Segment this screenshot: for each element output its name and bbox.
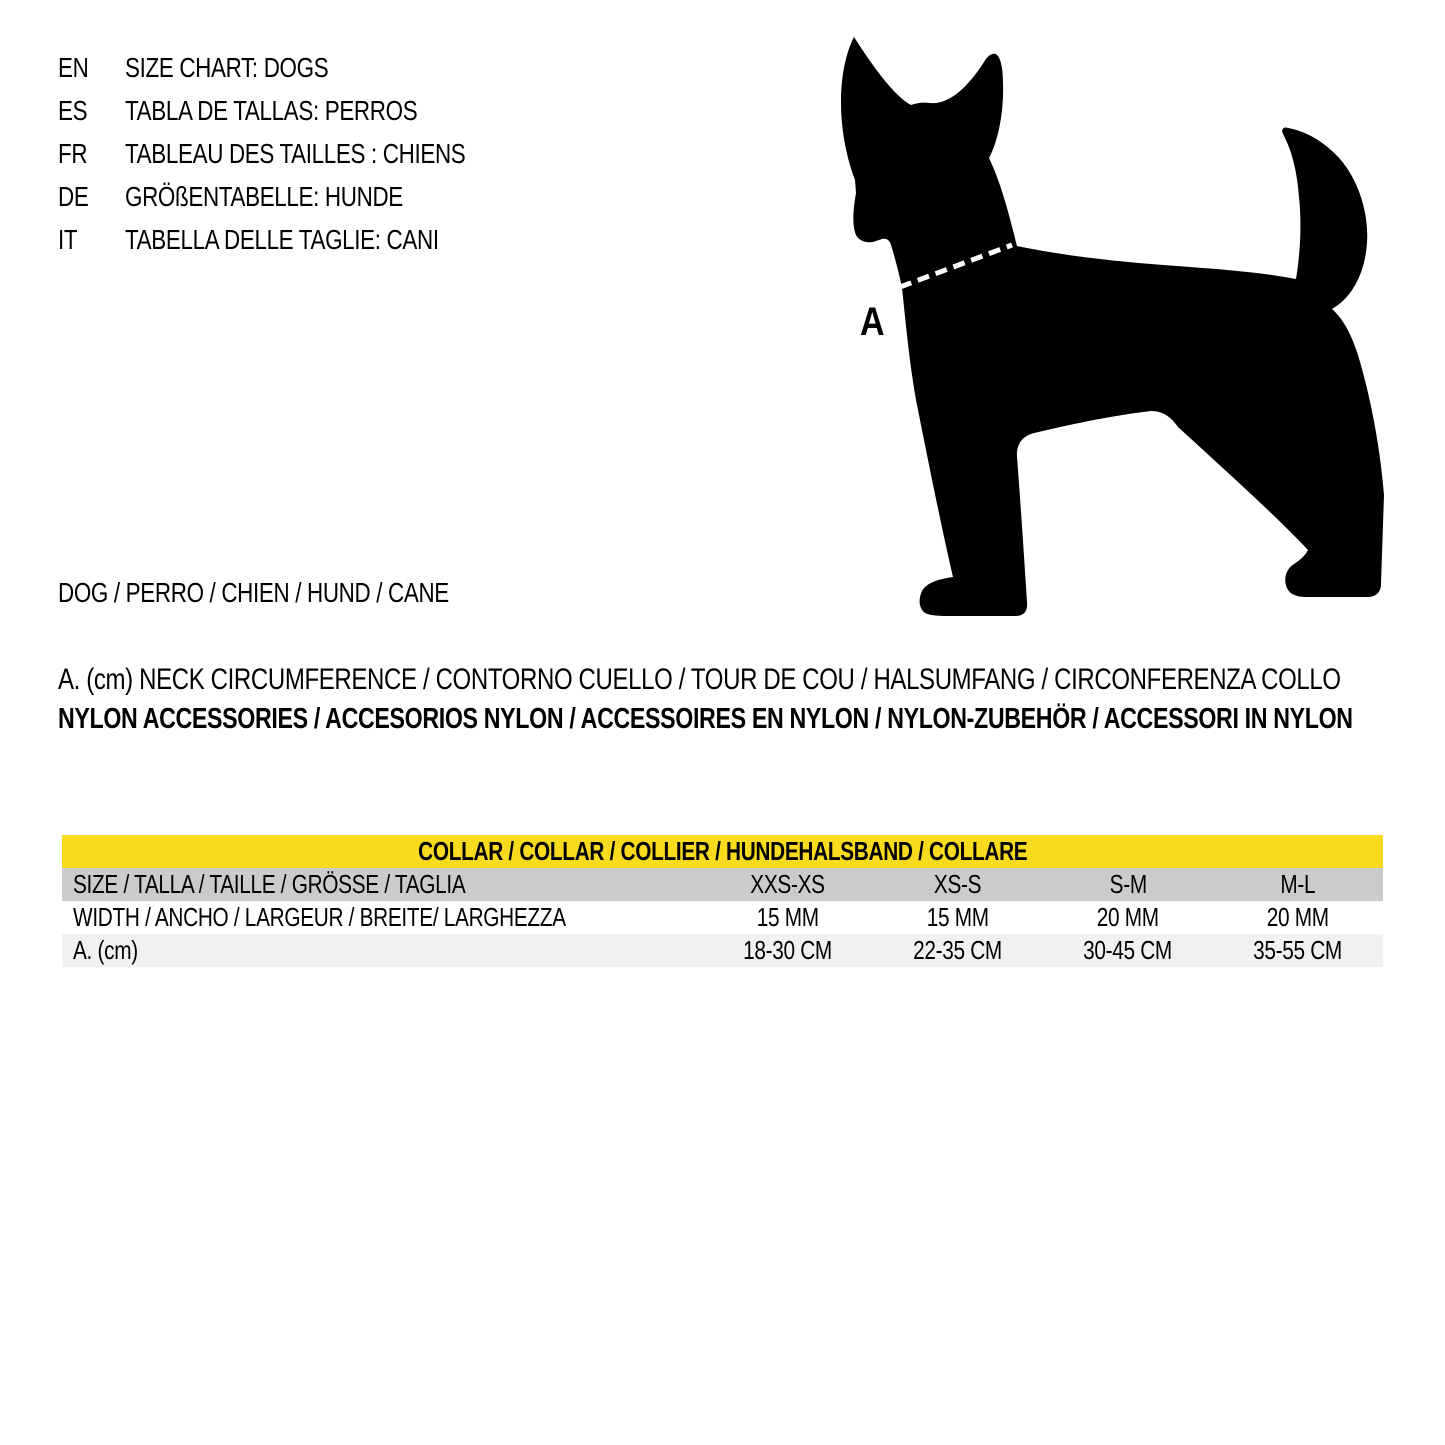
size-value-xs-s: XS-S — [934, 869, 982, 899]
row-header-neck: A. (cm) — [73, 935, 138, 965]
language-code: ES — [58, 94, 88, 126]
table-title-text: COLLAR / COLLAR / COLLIER / HUNDEHALSBAND / COLLARE — [417, 836, 1028, 866]
size-value-m-l: M-L — [1280, 869, 1316, 899]
animal-caption — [58, 577, 547, 608]
size-value-s-m: S-M — [1109, 869, 1147, 899]
measure-point-label: A — [860, 298, 885, 344]
language-code: IT — [58, 223, 78, 255]
language-row-de — [58, 175, 551, 218]
language-row-en — [58, 46, 551, 89]
row-header-size: SIZE / TALLA / TAILLE / GRÖSSE / TAGLIA — [73, 869, 466, 899]
measurement-legend — [58, 664, 1445, 695]
collar-size-table — [62, 835, 1383, 967]
page-title-de: GRÖßENTABELLE: HUNDE — [125, 180, 403, 212]
language-code: EN — [58, 51, 89, 83]
page-title-en: SIZE CHART: DOGS — [125, 51, 329, 83]
page-title-es: TABLA DE TALLAS: PERROS — [125, 94, 418, 126]
animal-caption-text: DOG / PERRO / CHIEN / HUND / CANE — [58, 577, 449, 608]
material-legend — [58, 704, 1445, 735]
material-legend-text: NYLON ACCESSORIES / ACCESORIOS NYLON / ACCESSOIRES EN NYLON / NYLON-ZUBEHÖR / ACCESSORI IN NYLON — [58, 703, 1353, 735]
neck-value-xxs-xs: 18-30 CM — [743, 935, 833, 965]
row-header-width: WIDTH / ANCHO / LARGEUR / BREITE/ LARGHEZZA — [73, 902, 566, 932]
table-row-neck — [62, 934, 1383, 967]
neck-value-m-l: 35-55 CM — [1253, 935, 1343, 965]
chihuahua-silhouette-icon — [841, 37, 1384, 616]
neck-value-s-m: 30-45 CM — [1083, 935, 1173, 965]
language-title-list — [58, 46, 551, 261]
neck-value-xs-s: 22-35 CM — [913, 935, 1003, 965]
language-code: FR — [58, 137, 88, 169]
language-row-fr — [58, 132, 551, 175]
page-title-fr: TABLEAU DES TAILLES : CHIENS — [125, 137, 466, 169]
table-row-size — [62, 868, 1383, 901]
language-code: DE — [58, 180, 89, 212]
page-title-it: TABELLA DELLE TAGLIE: CANI — [125, 223, 439, 255]
size-value-xxs-xs: XXS-XS — [750, 869, 826, 899]
width-value-xxs-xs: 15 MM — [756, 902, 819, 932]
table-row-width — [62, 901, 1383, 934]
table-title-band — [62, 835, 1383, 868]
dog-silhouette-figure — [810, 25, 1430, 645]
measurement-legend-text: A. (cm) NECK CIRCUMFERENCE / CONTORNO CUELLO / TOUR DE COU / HALSUMFANG / CIRCONFERENZA COLLO — [58, 663, 1341, 696]
language-row-it — [58, 218, 551, 261]
width-value-m-l: 20 MM — [1266, 902, 1329, 932]
width-value-s-m: 20 MM — [1096, 902, 1159, 932]
language-row-es — [58, 89, 551, 132]
width-value-xs-s: 15 MM — [926, 902, 989, 932]
